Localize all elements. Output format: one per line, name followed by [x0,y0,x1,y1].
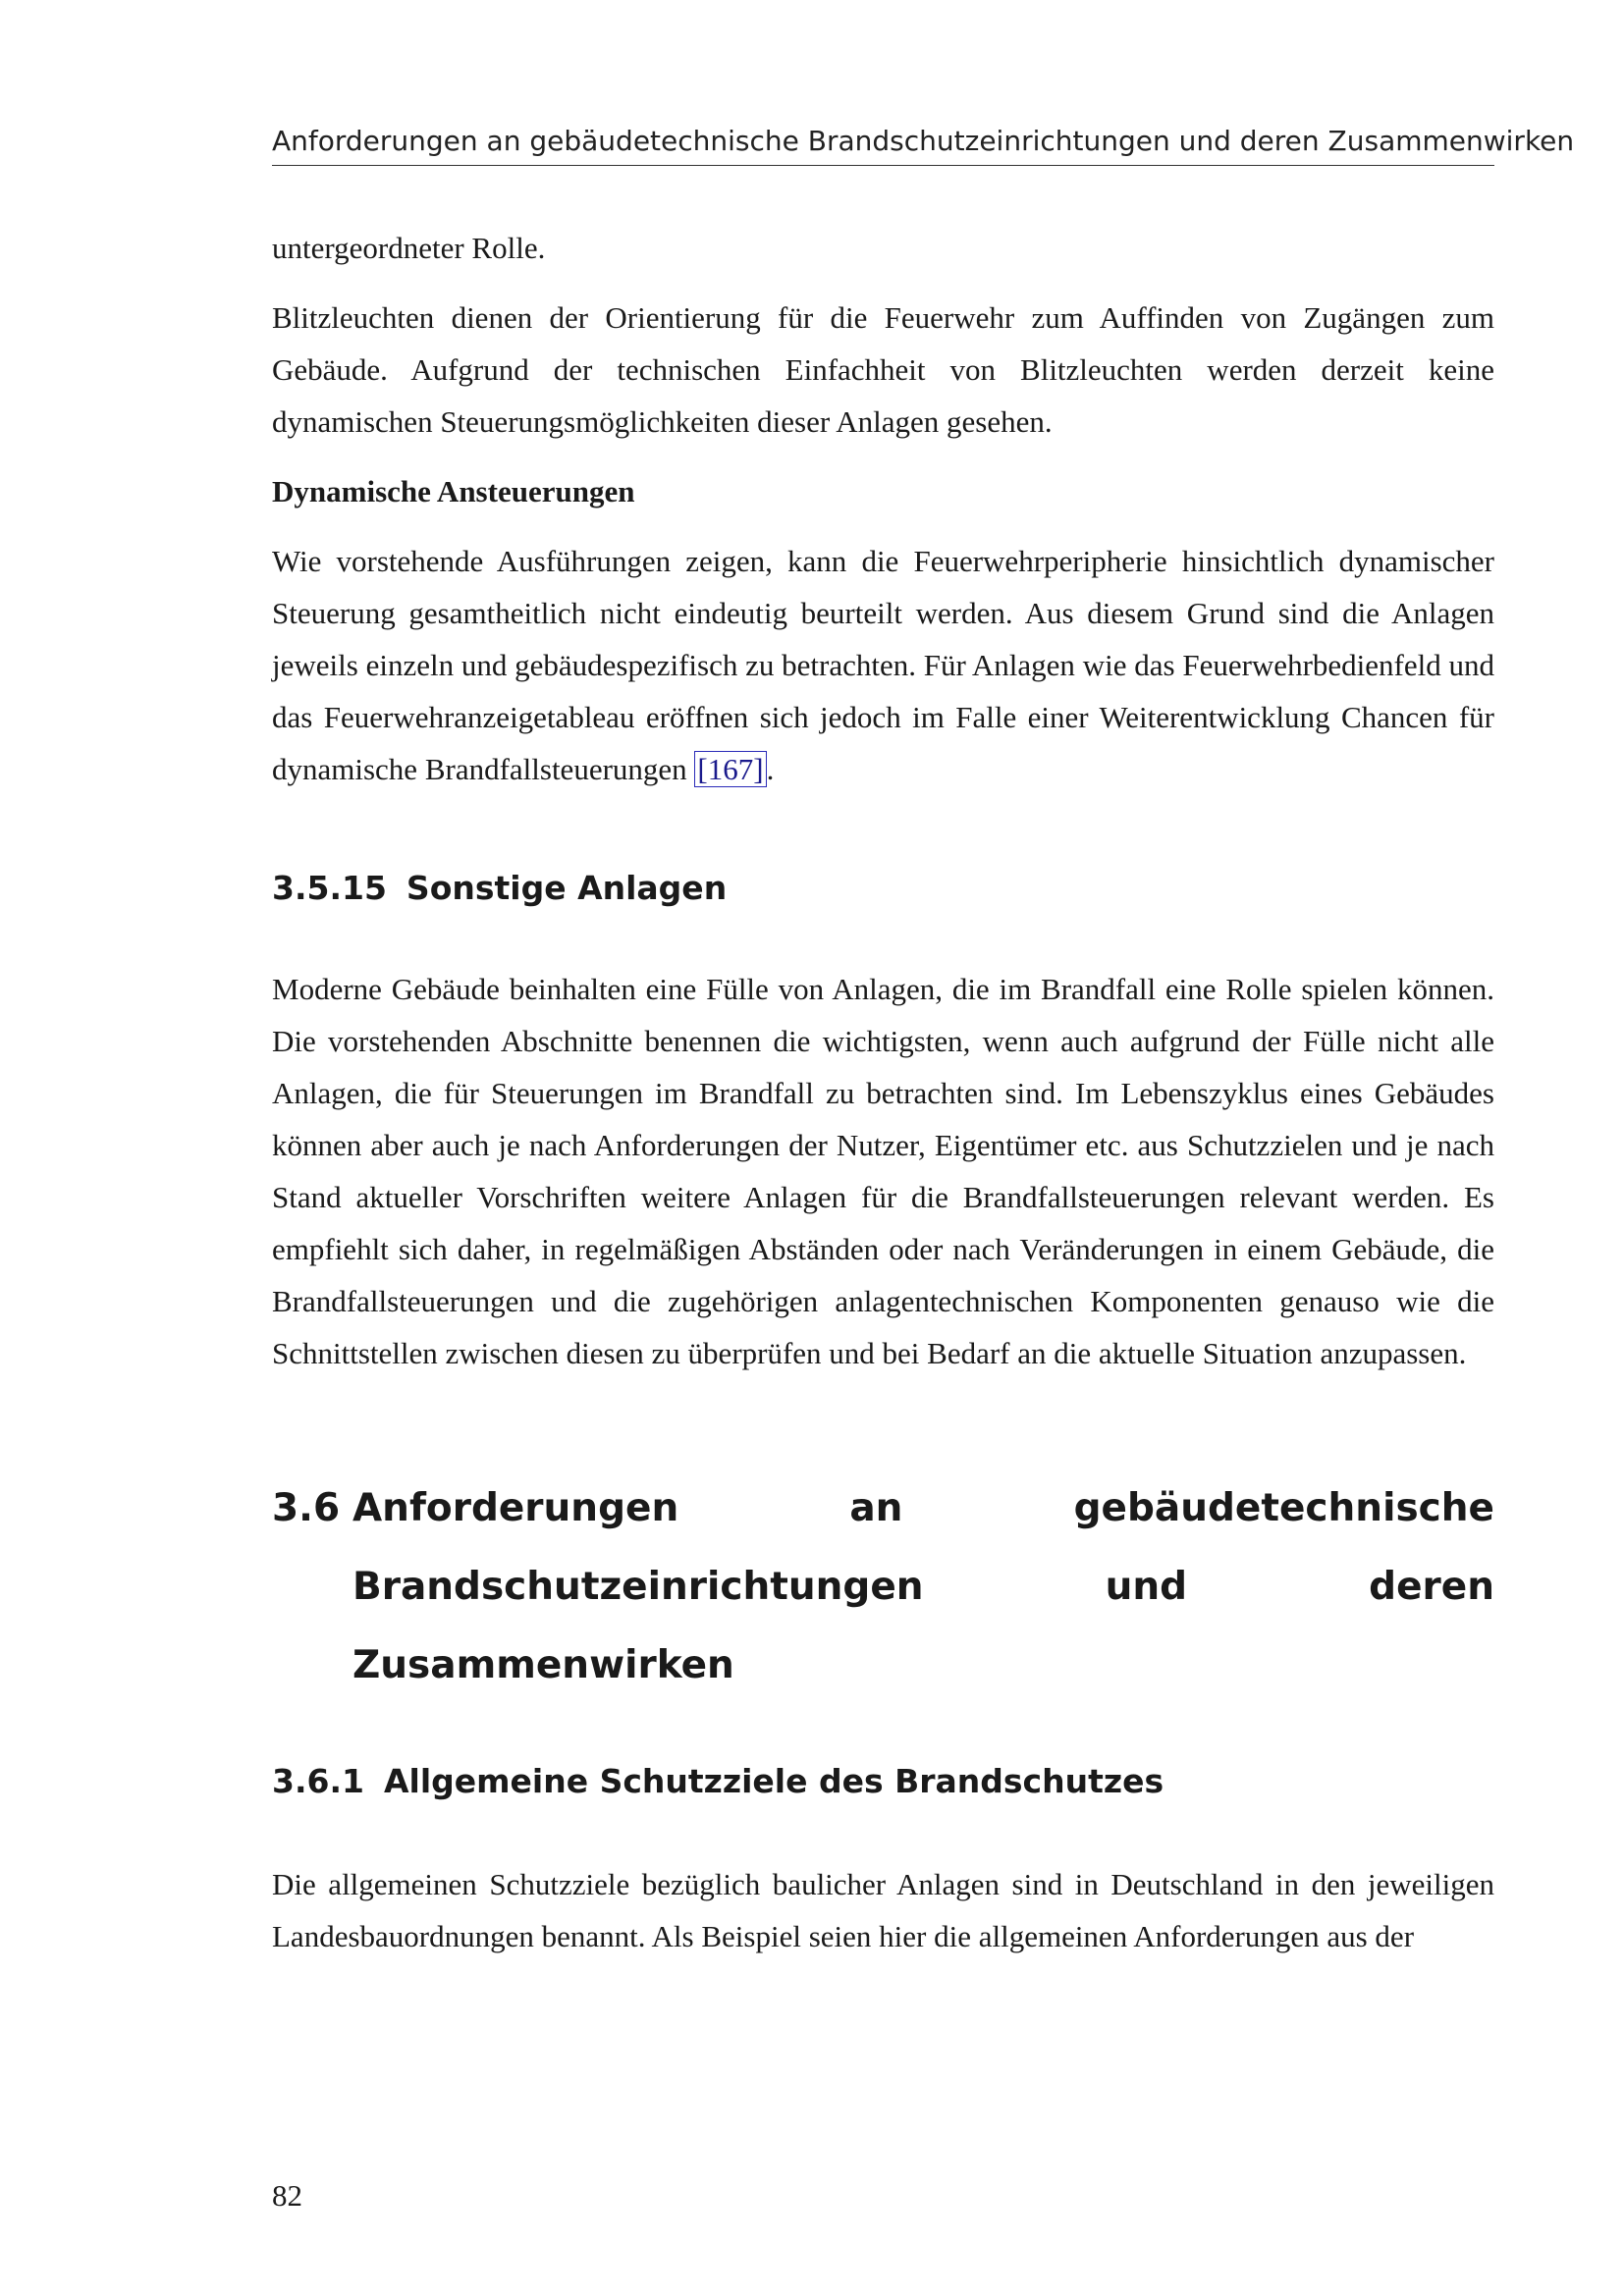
section-heading-3-6-1 [272,1760,1494,1803]
section-number: 3.5.15 [272,869,387,907]
section-title: Anforderungen an gebäudetechnische Brandschutzeinrichtungen und deren Zusammenwirken [352,1486,1494,1687]
paragraph-rolle: untergeordneter Rolle. [272,231,546,265]
page-body [272,222,1494,1962]
running-header: Anforderungen an gebäudetechnische Brandschutzeinrichtungen und deren Zusammenwirken [272,125,1575,157]
section-number: 3.6 [272,1486,341,1530]
citation-link[interactable]: [167] [694,751,766,787]
section-heading-3-6 [272,1469,1494,1705]
paragraph-dynamische-ansteuerungen [272,535,1494,795]
section-heading-3-5-15 [272,867,1494,910]
subheading-dynamische-ansteuerungen: Dynamische Ansteuerungen [272,474,635,508]
header-rule [272,165,1494,166]
section-number: 3.6.1 [272,1762,364,1800]
page-number: 82 [272,2178,302,2213]
paragraph-schutzziele: Die allgemeinen Schutzziele bezüglich baulicher Anlagen sind in Deutschland in den jeweiligen Landesbauordnungen benannt. Als Beispiel seien hier die allgemeinen Anforderungen aus der [272,1867,1494,1953]
paragraph-blitzleuchten: Blitzleuchten dienen der Orientierung für die Feuerwehr zum Auffinden von Zugängen zum Gebäude. Aufgrund der technischen Einfachheit von Blitzleuchten werden derzeit keine dynamischen Steuerungsmöglichkeiten dieser Anlagen gesehen. [272,300,1494,439]
paragraph-end: . [766,752,775,786]
section-title: Sonstige Anlagen [406,869,728,907]
section-title: Allgemeine Schutzziele des Brandschutzes [383,1762,1164,1800]
paragraph-sonstige-anlagen: Moderne Gebäude beinhalten eine Fülle von Anlagen, die im Brandfall eine Rolle spielen können. Die vorstehenden Abschnitte benennen die wichtigsten, wenn auch aufgrund der Fülle nicht alle Anlagen, die für Steuerungen im Brandfall zu betrachten sind. Im Lebenszyklus eines Gebäudes können aber auch je nach Anforderungen der Nutzer, Eigentümer etc. aus Schutzzielen und je nach Stand aktueller Vorschriften weitere Anlagen für die Brandfallsteuerungen relevant werden. Es empfiehlt sich daher, in regelmäßigen Abständen oder nach Veränderungen in einem Gebäude, die Brandfallsteuerungen und die zugehörigen anlagentechnischen Komponenten genauso wie die Schnittstellen zwischen diesen zu überprüfen und bei Bedarf an die aktuelle Situation anzupassen. [272,972,1494,1370]
paragraph-text: Wie vorstehende Ausführungen zeigen, kann die Feuerwehrperipherie hinsichtlich dynamischer Steuerung gesamtheitlich nicht eindeutig beurteilt werden. Aus diesem Grund sind die Anlagen jeweils einzeln und gebäudespezifisch zu betrachten. Für Anlagen wie das Feuerwehrbedienfeld und das Feuerwehranzeigetableau eröffnen sich jedoch im Falle einer Weiterentwicklung Chancen für dynamische Brandfallsteuerungen [272,544,1494,786]
